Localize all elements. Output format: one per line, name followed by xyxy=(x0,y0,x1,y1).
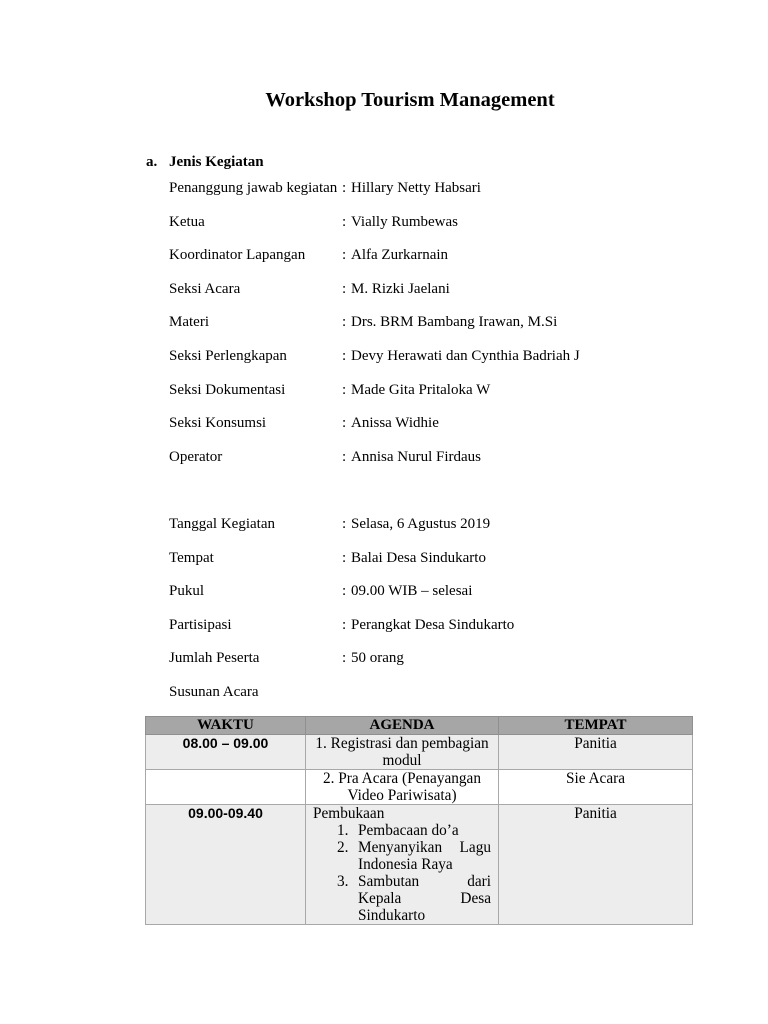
detail-separator: : xyxy=(342,247,347,264)
schedule-heading: Susunan Acara xyxy=(169,683,259,700)
detail-separator: : xyxy=(342,448,347,465)
detail-label: Seksi Dokumentasi xyxy=(169,381,286,398)
detail-value: Alfa Zurkarnain xyxy=(351,247,449,264)
detail-separator: : xyxy=(342,280,347,297)
detail-separator: : xyxy=(342,616,347,633)
agenda-cell: 1. Registrasi dan pembagian modul xyxy=(306,735,499,770)
list-item-text: Sambutan dari Kepala Desa Sindukarto xyxy=(358,873,491,924)
detail-value: Devy Herawati dan Cynthia Badriah J xyxy=(351,347,580,364)
detail-row-dokumentasi xyxy=(169,381,692,415)
table-header-row xyxy=(146,717,693,735)
detail-row-pukul xyxy=(169,582,692,616)
detail-row-partisipasi xyxy=(169,616,692,650)
detail-label: Ketua xyxy=(169,213,205,230)
detail-value: M. Rizki Jaelani xyxy=(351,280,450,297)
detail-row-materi xyxy=(169,313,692,347)
detail-label: Seksi Konsumsi xyxy=(169,415,267,432)
detail-separator: : xyxy=(342,381,347,398)
detail-label: Jumlah Peserta xyxy=(169,650,260,667)
place-cell: Panitia xyxy=(499,805,693,925)
detail-value: Annisa Nurul Firdaus xyxy=(351,448,481,465)
detail-label: Seksi Acara xyxy=(169,280,241,297)
section-marker: a. xyxy=(146,154,158,170)
detail-label: Materi xyxy=(169,314,209,331)
table-row xyxy=(146,770,693,805)
detail-label: Penanggung jawab kegiatan xyxy=(169,180,338,196)
detail-row-ketua xyxy=(169,213,692,247)
detail-separator: : xyxy=(342,314,347,331)
detail-value: Hillary Netty Habsari xyxy=(351,180,481,196)
detail-row-jumlah-peserta xyxy=(169,649,692,683)
table-row xyxy=(146,805,693,925)
blank-line xyxy=(169,481,692,515)
header-waktu: WAKTU xyxy=(146,717,306,735)
detail-value: Perangkat Desa Sindukarto xyxy=(351,616,515,633)
list-marker: 1. xyxy=(337,822,349,839)
list-item xyxy=(313,839,491,873)
page-title: Workshop Tourism Management xyxy=(265,89,555,111)
detail-row-konsumsi xyxy=(169,414,692,448)
header-tempat: TEMPAT xyxy=(499,717,693,735)
time-cell: 08.00 – 09.00 xyxy=(146,735,306,770)
detail-value: Made Gita Pritaloka W xyxy=(351,381,491,398)
place-cell: Panitia xyxy=(499,735,693,770)
time-cell xyxy=(146,770,306,805)
schedule-table xyxy=(145,716,693,925)
detail-row-penanggung-jawab xyxy=(169,179,692,213)
detail-value: Balai Desa Sindukarto xyxy=(351,549,486,566)
detail-label: Partisipasi xyxy=(169,616,232,633)
time-cell: 09.00-09.40 xyxy=(146,805,306,925)
detail-label: Pukul xyxy=(169,583,205,600)
list-marker: 3. xyxy=(337,873,349,890)
section-heading xyxy=(146,153,264,171)
detail-row-tempat xyxy=(169,549,692,583)
detail-value: Drs. BRM Bambang Irawan, M.Si xyxy=(351,314,558,331)
place-cell: Sie Acara xyxy=(499,770,693,805)
section-title: Jenis Kegiatan xyxy=(169,154,264,170)
detail-row-perlengkapan xyxy=(169,347,692,381)
detail-label: Tanggal Kegiatan xyxy=(169,515,275,532)
detail-label: Operator xyxy=(169,448,223,465)
agenda-intro: Pembukaan xyxy=(313,805,385,822)
header-agenda: AGENDA xyxy=(306,717,499,735)
list-item-text: Menyanyikan Lagu Indonesia Raya xyxy=(358,839,491,873)
list-item-text: Pembacaan do’a xyxy=(358,822,459,839)
detail-value: Vially Rumbewas xyxy=(351,213,458,230)
detail-row-tanggal xyxy=(169,515,692,549)
detail-separator: : xyxy=(342,549,347,566)
schedule-heading-row xyxy=(169,683,692,717)
agenda-cell: 2. Pra Acara (Penayangan Video Pariwisata) xyxy=(306,770,499,805)
detail-row-operator xyxy=(169,448,692,482)
detail-separator: : xyxy=(342,583,347,600)
detail-separator: : xyxy=(342,515,347,532)
detail-separator: : xyxy=(342,180,347,196)
list-item xyxy=(313,873,491,924)
detail-row-seksi-acara xyxy=(169,280,692,314)
agenda-cell xyxy=(306,805,499,925)
detail-value: Anissa Widhie xyxy=(351,415,439,432)
detail-separator: : xyxy=(342,347,347,364)
detail-value: 50 orang xyxy=(351,650,404,667)
detail-label: Seksi Perlengkapan xyxy=(169,347,287,364)
detail-separator: : xyxy=(342,415,347,432)
detail-label: Tempat xyxy=(169,549,214,566)
detail-separator: : xyxy=(342,650,347,667)
detail-value: Selasa, 6 Agustus 2019 xyxy=(351,515,491,532)
detail-value: 09.00 WIB – selesai xyxy=(351,583,473,600)
detail-row-koordinator xyxy=(169,246,692,280)
table-row xyxy=(146,735,693,770)
list-marker: 2. xyxy=(337,839,349,856)
detail-list xyxy=(169,179,692,717)
list-item xyxy=(313,822,491,839)
detail-label: Koordinator Lapangan xyxy=(169,247,306,264)
detail-separator: : xyxy=(342,213,347,230)
